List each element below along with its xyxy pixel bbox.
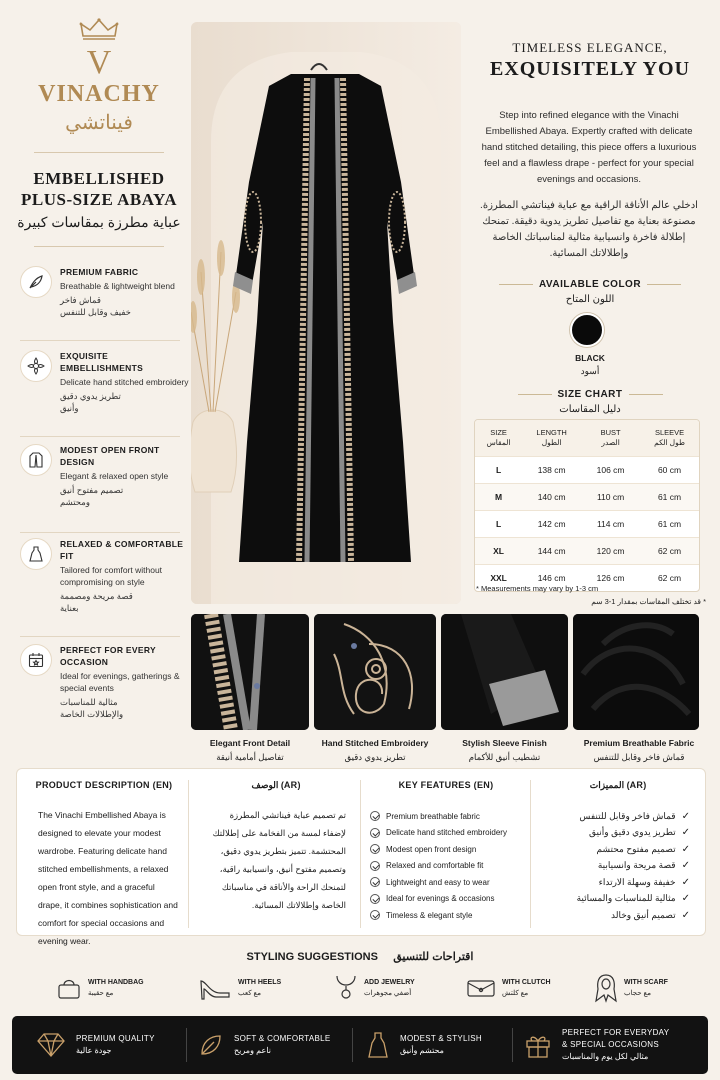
list-item: تصميم أنيق وخالد ✓ [611, 909, 690, 921]
table-row: XL 144 cm 120 cm 62 cm [475, 537, 699, 564]
feature-text-ar: قماش فاخر [60, 295, 101, 305]
feature-open-front [20, 444, 190, 508]
color-swatch-black[interactable] [570, 313, 604, 347]
styling-item-jewelry: ADD JEWELRY أضفي مجوهرات [334, 968, 415, 1008]
styling-heading-en: STYLING SUGGESTIONS [246, 951, 378, 963]
feature-premium-fabric [20, 266, 190, 318]
divider [20, 532, 180, 533]
divider [34, 152, 164, 153]
list-item: تطريز يدوي دقيق وأنيق ✓ [589, 827, 690, 839]
feature-text-ar: ومحتشم [60, 497, 90, 507]
styling-item-clutch: WITH CLUTCH مع كلتش [466, 968, 551, 1008]
column-header: SLEEVE طول الكم [654, 428, 685, 447]
check-circle-icon [370, 828, 380, 838]
leaf-icon [198, 1032, 224, 1058]
list-item: مثالية للمناسبات والمسائية ✓ [576, 893, 690, 905]
column-header: SIZE المقاس [486, 428, 511, 447]
list-item: قماش فاخر وقابل للتنفس ✓ [579, 810, 690, 822]
divider [188, 780, 189, 928]
clutch-icon [466, 977, 496, 999]
size-note-en: * Measurements may vary by 1-3 cm [476, 584, 599, 593]
description-en: Step into refined elegance with the Vinachi Embellished Abaya. Expertly crafted with delicate hand stitched detailing, this piece offers a luxurious feel and a flawless drape - perfect for your special evenings and occasions. [481, 110, 697, 185]
robe-icon [20, 444, 52, 476]
feature-text-ar: قصة مريحة ومصممة [60, 591, 133, 601]
divider [20, 340, 180, 341]
detail-caption: Elegant Front Detail تفاصيل أمامية أنيقة [209, 738, 291, 762]
feature-title: MODEST OPEN FRONT DESIGN [60, 445, 160, 467]
footer-item-occasions: PERFECT FOR EVERYDAY & SPECIAL OCCASIONS مثالي لكل يوم والمناسبات [524, 1018, 669, 1072]
table-row: L 142 cm 114 cm 61 cm [475, 510, 699, 537]
feature-title: PREMIUM FABRIC [60, 267, 139, 277]
diamond-icon [36, 1032, 66, 1058]
tagline-line2: EXQUISITELY YOU [489, 58, 691, 80]
feature-text-ar: تطريز يدوي دقيق [60, 391, 121, 401]
feature-text: Tailored for comfort without compromising on style [60, 565, 163, 587]
product-hero-image [191, 22, 461, 604]
divider [360, 780, 361, 928]
check-circle-icon [370, 894, 380, 904]
styling-item-scarf: WITH SCARF مع حجاب [594, 968, 668, 1008]
check-icon: ✓ [681, 810, 690, 822]
color-name-ar: أسود [580, 366, 600, 376]
feature-text-ar: تصميم مفتوح أنيق [60, 485, 124, 495]
detail-caption: Premium Breathable Fabric قماش فاخر وقابل للتنفس [583, 738, 695, 762]
feature-title: RELAXED & COMFORTABLE FIT [60, 539, 184, 561]
feature-text-ar: والإطلالات الخاصة [60, 709, 124, 719]
brand-name: VINACHY [38, 81, 160, 107]
feature-text: Delicate hand stitched embroidery [60, 377, 189, 387]
scarf-icon [594, 973, 618, 1003]
list-item: Modest open front design [370, 841, 530, 858]
size-chart-heading [470, 389, 710, 400]
available-color-heading [470, 279, 710, 290]
feature-text-ar: مثالية للمناسبات [60, 697, 118, 707]
key-features-ar-heading: المميزات (AR) [589, 780, 647, 790]
detail-caption: Stylish Sleeve Finish تشطيب أنيق للأكمام [462, 738, 547, 762]
feather-icon [20, 266, 52, 298]
check-icon: ✓ [681, 827, 690, 839]
embroidery-icon [20, 350, 52, 382]
description-ar: ادخلي عالم الأناقة الراقية مع عباية فيناتشي المطرزة. مصنوعة بعناية مع تفاصيل تطريز يدوية دقيقة. تمنحك إطلالة فاخرة وانسيابية مثالية لمناسباتك الخاصة وإطلالاتك المسائية. [480, 200, 698, 259]
divider [20, 636, 180, 637]
footer-item-comfort: SOFT & COMFORTABLE ناعم ومريح [198, 1018, 331, 1072]
footer-item-quality: PREMIUM QUALITY جودة عالية [36, 1018, 155, 1072]
list-item: Premium breathable fabric [370, 808, 530, 825]
detail-image-fabric[interactable] [573, 614, 699, 730]
list-item: Lightweight and easy to wear [370, 874, 530, 891]
feature-text-ar: بعناية [60, 603, 79, 613]
gift-icon [524, 1031, 552, 1059]
list-item: تصميم مفتوح محتشم ✓ [596, 843, 690, 855]
feature-text-ar: وأنيق [60, 403, 79, 413]
abaya-illustration [191, 22, 461, 604]
feature-text-ar: خفيف وقابل للتنفس [60, 307, 131, 317]
styling-suggestions-heading [0, 950, 720, 963]
check-circle-icon [370, 910, 380, 920]
calendar-icon [20, 644, 52, 676]
table-header [475, 420, 699, 456]
product-description-ar: تم تصميم عباية فيناتشي المطرزة لإضفاء لمسة من الفخامة على إطلالتك المحتشمة. تتميز بتطريز يدوي دقيق، وتصميم مفتوح أنيق، وانسيابية راقية، لتمنحك الراحة والأناقة في مناسباتك الخاصة وإطلالاتك المسائية. [212, 810, 346, 910]
check-icon: ✓ [681, 860, 690, 872]
feature-title: EXQUISITE EMBELLISHMENTS [60, 351, 144, 373]
product-title-line2: PLUS-SIZE ABAYA [20, 190, 177, 209]
dress-icon [20, 538, 52, 570]
styling-item-heels: WITH HEELS مع كعب [198, 968, 281, 1008]
check-icon: ✓ [681, 843, 690, 855]
styling-item-handbag: WITH HANDBAG مع حقيبة [56, 968, 144, 1008]
list-item: Timeless & elegant style [370, 907, 530, 924]
feature-comfortable-fit [20, 538, 190, 614]
list-item: Delicate hand stitched embroidery [370, 825, 530, 842]
feature-text: Elegant & relaxed open style [60, 471, 169, 481]
styling-heading-ar: اقتراحات للتنسيق [393, 951, 474, 963]
divider [20, 436, 180, 437]
list-item: قصة مريحة وانسيابية ✓ [597, 860, 690, 872]
divider [512, 1028, 513, 1062]
size-chart-heading-ar: دليل المقاسات [559, 404, 621, 415]
product-title-ar: عباية مطرزة بمقاسات كبيرة [17, 214, 181, 230]
feature-every-occasion [20, 644, 190, 720]
divider [34, 246, 164, 247]
key-features-en-heading: KEY FEATURES (EN) [398, 780, 494, 790]
table-row: L 138 cm 106 cm 60 cm [475, 456, 699, 483]
product-description-ar-heading: الوصف (AR) [251, 780, 301, 790]
crown-icon [79, 18, 119, 40]
available-color-heading-ar: اللون المتاح [565, 294, 615, 305]
list-item: Relaxed and comfortable fit [370, 858, 530, 875]
necklace-icon [334, 974, 358, 1002]
product-description-en: The Vinachi Embellished Abaya is designed to elevate your modest wardrobe. Featuring delicate hand stitched embellishments, a relaxed open front style, and a graceful drape, it combines sophistication and comfort for special occasions and evening wear. [38, 810, 178, 946]
check-circle-icon [370, 811, 380, 821]
size-chart-table [474, 419, 700, 592]
check-icon: ✓ [681, 909, 690, 921]
detail-image-embroidery[interactable] [314, 614, 436, 730]
list-item: خفيفة وسهلة الارتداء ✓ [598, 876, 690, 888]
feature-text: Breathable & lightweight blend [60, 281, 175, 291]
detail-image-front[interactable] [191, 614, 309, 730]
detail-image-sleeve[interactable] [441, 614, 568, 730]
table-row: XXL 146 cm 126 cm 62 cm [475, 564, 699, 591]
table-row: M 140 cm 110 cm 61 cm [475, 483, 699, 510]
tagline-line1: TIMELESS ELEGANCE, [512, 40, 668, 55]
heels-icon [198, 975, 232, 1001]
feature-text: Ideal for evenings, gatherings & special events [60, 671, 180, 693]
divider [352, 1028, 353, 1062]
key-features-ar-list [540, 808, 690, 924]
feature-title: PERFECT FOR EVERY OCCASION [60, 645, 156, 667]
check-circle-icon [370, 844, 380, 854]
check-icon: ✓ [681, 893, 690, 905]
color-name: BLACK [575, 353, 605, 363]
product-title-line1: EMBELLISHED [33, 169, 165, 188]
brand-logo [14, 18, 184, 135]
size-note-ar: * قد تختلف المقاسات بمقدار 1-3 سم [591, 597, 706, 606]
check-circle-icon [370, 877, 380, 887]
divider [530, 780, 531, 928]
column-header: BUST الصدر [600, 428, 621, 447]
size-chart-label: SIZE CHART [557, 389, 623, 400]
check-circle-icon [370, 861, 380, 871]
brand-name-ar: فيناتشي [65, 112, 133, 134]
feature-embellishments [20, 350, 190, 414]
handbag-icon [56, 975, 82, 1001]
product-description-en-heading: PRODUCT DESCRIPTION (EN) [35, 780, 173, 790]
brand-monogram: V [86, 44, 112, 81]
list-item: Ideal for evenings & occasions [370, 891, 530, 908]
dress-icon [366, 1031, 390, 1059]
product-title [10, 168, 188, 231]
key-features-en-list [370, 808, 530, 924]
footer-item-modest: MODEST & STYLISH محتشم وأنيق [366, 1018, 482, 1072]
check-icon: ✓ [681, 876, 690, 888]
column-header: LENGTH الطول [536, 428, 567, 447]
detail-caption: Hand Stitched Embroidery تطريز يدوي دقيق [321, 738, 429, 762]
divider [186, 1028, 187, 1062]
available-color-label: AVAILABLE COLOR [538, 279, 642, 290]
